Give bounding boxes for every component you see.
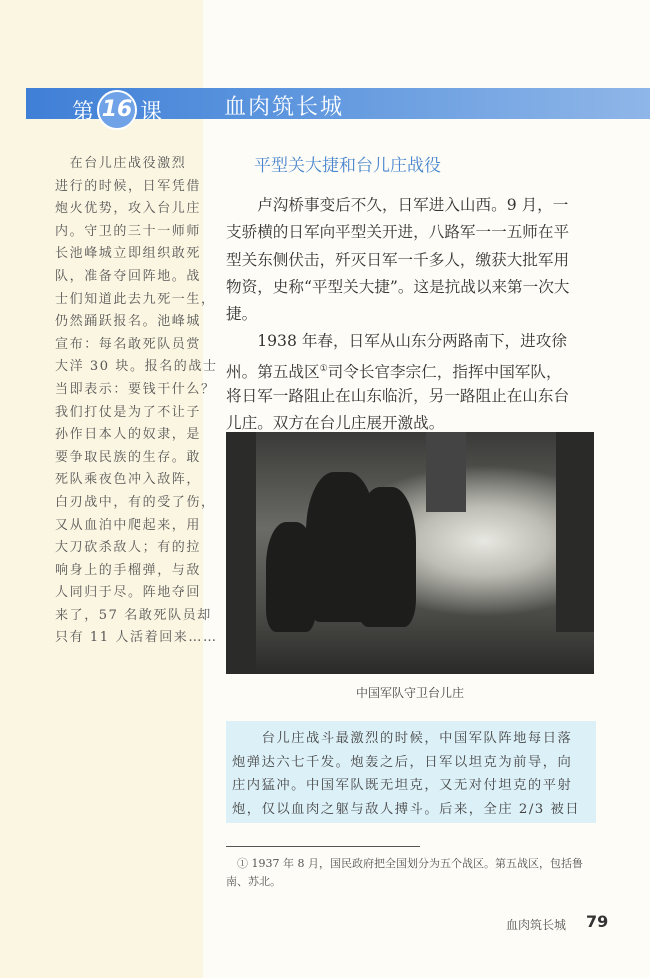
- sidebar-line: 大洋 30 块。报名的战士: [55, 359, 218, 375]
- info-box-line: 庄内猛冲。中国军队既无坦克，又无对付坦克的平射: [232, 778, 573, 793]
- footnote-divider: [226, 846, 420, 847]
- section-title: 平型关大捷和台儿庄战役: [254, 156, 441, 176]
- historical-photo: [226, 432, 594, 674]
- text-span: 司令长官李宗仁，指挥中国军队，: [327, 362, 562, 381]
- paragraph-2-line: 将日军一路阻止在山东临沂，另一路阻止在山东台: [226, 387, 570, 406]
- sidebar-line: 只有 11 人活着回来……: [55, 630, 218, 646]
- footnote-mark[interactable]: ①: [319, 363, 328, 374]
- sidebar-line: 白刃战中，有的受了伤，: [55, 494, 216, 510]
- sidebar-line: 宣布：每名敢死队员赏: [55, 336, 202, 352]
- sidebar-line: 我们打仗是为了不让子: [55, 404, 202, 420]
- paragraph-1-line: 卢沟桥事变后不久，日军进入山西。9 月，一: [226, 196, 569, 214]
- sidebar-line: 来了，57 名敢死队员却: [55, 607, 212, 623]
- info-box-line: 台儿庄战斗最激烈的时候，中国军队阵地每日落: [232, 731, 573, 746]
- sidebar-line: 在台儿庄战役激烈: [55, 156, 187, 171]
- lesson-number-badge: 16: [97, 90, 137, 130]
- paragraph-2-line: 1938 年春，日军从山东分两路南下，进攻徐: [226, 332, 567, 351]
- text-span: 州。第五战区: [226, 362, 320, 381]
- sidebar-line: 炮火优势，攻入台儿庄: [55, 201, 202, 217]
- paragraph-1-line: 捷。: [226, 305, 258, 324]
- footnote: [226, 855, 583, 891]
- sidebar-line: 队，准备夺回阵地。战: [55, 268, 202, 284]
- sidebar-line: 士们知道此去九死一生，: [55, 291, 216, 307]
- paragraph-2-rest: [226, 383, 601, 438]
- paragraph-2-line: 儿庄。双方在台儿庄展开激战。: [226, 414, 445, 433]
- sidebar-line: 孙作日本人的奴隶，是: [55, 427, 202, 443]
- lesson-suffix: 课: [140, 99, 163, 125]
- main-text: [226, 192, 601, 438]
- sidebar-line: 内。守卫的三十一师师: [55, 223, 202, 239]
- paragraph-1: [226, 192, 601, 328]
- info-box-line: 炮弹达六七千发。炮轰之后，日军以坦克为前导，向: [232, 754, 573, 770]
- photo-caption: 中国军队守卫台儿庄: [355, 686, 464, 700]
- sidebar-story: [55, 153, 218, 650]
- paragraph-2-line: [226, 356, 601, 383]
- sidebar-line: 死队乘夜色冲入敌阵，: [55, 472, 202, 488]
- sidebar-line: 又从血泊中爬起来，用: [55, 517, 202, 533]
- info-box-text: [232, 727, 580, 821]
- sidebar-line: 进行的时候，日军凭借: [55, 178, 202, 194]
- sidebar-line: 要争取民族的生存。敢: [55, 449, 202, 465]
- footnote-line: ① 1937 年 8 月，国民政府把全国划分为五个战区。第五战区，包括鲁: [226, 857, 583, 870]
- info-box-line: 炮，仅以血肉之躯与敌人搏斗。后来，全庄 2/3 被日: [232, 801, 581, 817]
- sidebar-line: 大刀砍杀敌人；有的拉: [55, 540, 202, 556]
- lesson-title: 血肉筑长城: [224, 95, 345, 120]
- sidebar-line: 仍然踊跃报名。池峰城: [55, 314, 202, 330]
- lesson-prefix: 第: [72, 99, 95, 125]
- page-number: 79: [586, 912, 609, 931]
- sidebar-line: 响身上的手榴弹，与敌: [55, 562, 202, 578]
- lesson-label: [72, 90, 162, 130]
- sidebar-line: 人同归于尽。阵地夺回: [55, 585, 202, 601]
- sidebar-line: 长池峰城立即组织敢死: [55, 246, 202, 262]
- sidebar-line: 当即表示：要钱干什么？: [55, 381, 216, 397]
- running-title: 血肉筑长城: [506, 918, 567, 932]
- paragraph-1-line: 物资，史称“平型关大捷”。这是抗战以来第一次大: [226, 277, 570, 296]
- paragraph-1-line: 型关东侧伏击，歼灭日军一千多人，缴获大批军用: [226, 250, 570, 269]
- footnote-line: 南、苏北。: [226, 875, 281, 888]
- paragraph-1-line: 支骄横的日军向平型关开进，八路军一一五师在平: [226, 223, 570, 242]
